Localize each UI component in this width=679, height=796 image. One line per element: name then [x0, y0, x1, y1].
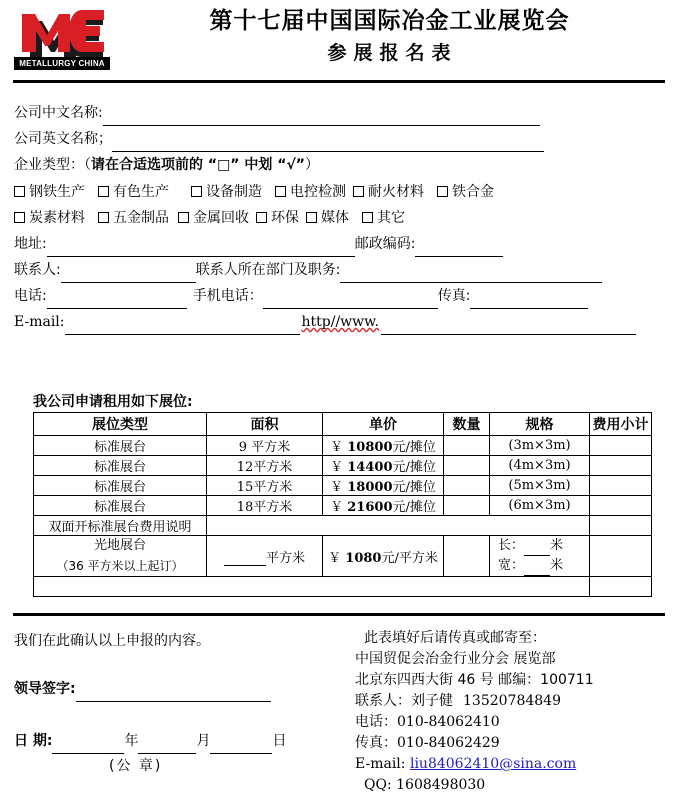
address-input[interactable] — [47, 237, 355, 257]
raw-space-area-input[interactable] — [224, 552, 266, 566]
signature-field — [14, 676, 344, 702]
field-contact — [0, 257, 679, 283]
cell-quantity[interactable] — [444, 496, 490, 516]
date-year-input[interactable] — [52, 734, 124, 754]
cell-quantity[interactable] — [444, 476, 490, 496]
signature-input[interactable] — [76, 682, 271, 702]
organizer-qq — [355, 775, 675, 796]
footer-right — [355, 628, 675, 796]
date-day-unit: 日 — [272, 733, 287, 749]
price-unit: 元/摊位 — [392, 440, 436, 455]
price-unit: 元/摊位 — [392, 480, 436, 495]
price-amount: 1080 — [345, 550, 382, 566]
organizer-contact-mobile: 13520784849 — [463, 693, 561, 709]
header-specification: 规格 — [490, 413, 590, 436]
date-label: 日 期: — [14, 733, 53, 749]
raw-space-row — [34, 536, 652, 577]
price-amount: 18000 — [347, 480, 393, 495]
postcode-input[interactable] — [415, 237, 503, 257]
cell-unit-price — [323, 496, 444, 516]
raw-space-width-row — [498, 556, 589, 576]
price-unit: 元/平方米 — [381, 550, 438, 566]
checkbox-label-carbon-materials: 炭素材料 — [29, 210, 85, 226]
cell-raw-space-type — [34, 536, 207, 577]
double-open-note-row — [34, 516, 652, 536]
footer-divider — [13, 613, 665, 616]
table-footer-blank-row — [34, 577, 652, 597]
page-title: 第十七届中国国际冶金工业展览会 — [209, 7, 570, 34]
price-symbol: ￥ — [330, 480, 344, 495]
organizer-tel-value: 010-84062410 — [397, 714, 500, 730]
cell-booth-type: 标准展台 — [34, 456, 207, 476]
tel-input[interactable] — [47, 289, 187, 309]
checkbox-steel-production[interactable] — [14, 186, 25, 197]
cell-quantity[interactable] — [444, 456, 490, 476]
checkbox-metal-recycling[interactable] — [178, 212, 189, 223]
price-symbol: ￥ — [330, 440, 344, 455]
cell-raw-space-area[interactable] — [207, 536, 323, 577]
footer-left — [14, 628, 344, 775]
price-unit: 元/摊位 — [392, 500, 436, 515]
checkbox-label-nonferrous-production: 有色生产 — [113, 184, 169, 200]
cell-specification: (3m×3m) — [490, 436, 590, 456]
price-amount: 14400 — [347, 460, 393, 475]
price-amount: 10800 — [347, 440, 393, 455]
price-symbol: ￥ — [330, 500, 344, 515]
cell-raw-space-price — [323, 536, 444, 577]
checkbox-nonferrous-production[interactable] — [98, 186, 109, 197]
mobile-label: 手机电话： — [192, 288, 263, 304]
fax-label: 传真: — [437, 288, 471, 304]
website-prefix-label: http//www. — [301, 314, 379, 330]
checkbox-carbon-materials[interactable] — [14, 212, 25, 223]
raw-space-width-input[interactable] — [524, 563, 550, 576]
enterprise-type-close-paren: ） — [305, 157, 319, 173]
company-en-input[interactable] — [112, 132, 544, 152]
company-cn-label: 公司中文名称: — [14, 105, 103, 121]
address-label: 地址: — [14, 236, 47, 252]
checkbox-label-other: 其它 — [377, 210, 405, 226]
organizer-email — [355, 754, 675, 775]
checkbox-row-2 — [0, 205, 679, 231]
logo-wordmark-text: METALLURGY CHINA — [19, 59, 105, 68]
company-en-label: 公司英文名称； — [14, 131, 112, 147]
checkbox-label-refractory-materials: 耐火材料 — [368, 184, 424, 200]
raw-space-length-unit: 米 — [550, 538, 564, 553]
cell-area: 18平方米 — [207, 496, 323, 516]
table-row — [34, 496, 652, 516]
table-row — [34, 456, 652, 476]
confirmation-text: 我们在此确认以上申报的内容。 — [14, 633, 210, 649]
double-open-note-label: 双面开标准展台费用说明 — [34, 516, 207, 536]
field-email-website — [0, 309, 679, 335]
checkbox-label-media: 媒体 — [321, 210, 349, 226]
checkbox-electrical-testing[interactable] — [275, 186, 286, 197]
checkbox-other[interactable] — [362, 212, 373, 223]
field-company-cn — [0, 100, 679, 126]
checkbox-row-1 — [0, 179, 679, 205]
checkbox-label-ferroalloy: 铁合金 — [452, 184, 494, 200]
tel-label: 电话: — [14, 288, 47, 304]
title-block — [112, 4, 667, 68]
header-divider — [13, 80, 665, 83]
checkbox-hardware-products[interactable] — [98, 212, 109, 223]
organizer-qq-label: QQ: — [364, 777, 392, 793]
dept-input[interactable] — [340, 263, 602, 283]
blank-total-cell[interactable] — [34, 577, 590, 597]
official-seal-label: (公 章) — [109, 758, 163, 774]
cell-area: 12平方米 — [207, 456, 323, 476]
organizer-contact-name: 刘子健 — [411, 693, 453, 709]
cell-booth-type: 标准展台 — [34, 476, 207, 496]
contact-input[interactable] — [61, 263, 196, 283]
header-unit-price: 单价 — [323, 413, 444, 436]
organizer-fax-label: 传真： — [355, 735, 397, 751]
email-input[interactable] — [65, 315, 300, 335]
cell-area: 9 平方米 — [207, 436, 323, 456]
checkbox-label-metal-recycling: 金属回收 — [193, 210, 249, 226]
table-row — [34, 436, 652, 456]
booth-table-title: 我公司申请租用如下展位: — [33, 394, 193, 410]
price-unit: 元/摊位 — [392, 460, 436, 475]
logo-mark-icon — [14, 8, 110, 58]
table-row — [34, 476, 652, 496]
cell-specification: (4m×3m) — [490, 456, 590, 476]
logo — [14, 8, 110, 70]
checkbox-label-hardware-products: 五金制品 — [113, 210, 169, 226]
fax-input[interactable] — [470, 289, 588, 309]
header-booth-type: 展位类型 — [34, 413, 207, 436]
header-quantity: 数量 — [444, 413, 490, 436]
email-label: E-mail: — [14, 314, 65, 330]
organizer-tel — [355, 712, 675, 733]
checkbox-environmental[interactable] — [256, 212, 267, 223]
cell-unit-price — [323, 476, 444, 496]
send-to-title: 此表填好后请传真或邮寄至： — [364, 630, 546, 646]
double-open-note-subtotal[interactable] — [590, 516, 652, 536]
checkbox-media[interactable] — [306, 212, 317, 223]
cell-subtotal[interactable] — [590, 456, 652, 476]
header-area: 面积 — [207, 413, 323, 436]
cell-raw-space-spec — [490, 536, 590, 577]
raw-space-type-line2: （36 平方米以上起订） — [56, 559, 184, 573]
cell-raw-space-quantity[interactable] — [444, 536, 490, 577]
organizer-name: 中国贸促会冶金行业分会 展览部 — [355, 651, 556, 667]
cell-unit-price — [323, 436, 444, 456]
cell-quantity[interactable] — [444, 436, 490, 456]
date-month-unit: 月 — [196, 733, 211, 749]
website-input[interactable] — [381, 315, 636, 335]
header-subtotal: 费用小计 — [590, 413, 652, 436]
organizer-contact — [355, 691, 675, 712]
cell-unit-price — [323, 456, 444, 476]
cell-area: 15平方米 — [207, 476, 323, 496]
signature-label: 领导签字: — [14, 681, 76, 697]
organizer-fax — [355, 733, 675, 754]
organizer-fax-value: 010-84062429 — [397, 735, 500, 751]
organizer-qq-value: 1608498030 — [396, 777, 486, 793]
raw-space-length-row — [498, 536, 589, 556]
cell-raw-space-subtotal[interactable] — [590, 536, 652, 577]
raw-space-length-input[interactable] — [524, 543, 550, 556]
raw-space-type-line1: 光地展台 — [93, 538, 146, 553]
organizer-email-label: E-mail: — [355, 756, 406, 772]
cell-subtotal[interactable] — [590, 436, 652, 456]
checkbox-label-electrical-testing: 电控检测 — [290, 184, 346, 200]
field-address — [0, 231, 679, 257]
checkbox-label-equipment-manufacturing: 设备制造 — [206, 184, 262, 200]
raw-space-area-unit: 平方米 — [265, 550, 305, 566]
checkbox-label-environmental: 环保 — [271, 210, 299, 226]
date-field — [14, 728, 344, 754]
price-symbol: ￥ — [328, 550, 342, 566]
field-enterprise-type — [0, 152, 679, 179]
company-cn-input[interactable] — [103, 106, 540, 126]
raw-space-width-unit: 米 — [550, 558, 564, 573]
field-phone — [0, 283, 679, 309]
organizer-address: 北京东四西大街 46 号 邮编：100711 — [355, 672, 594, 688]
mobile-input[interactable] — [263, 289, 438, 309]
checkbox-equipment-manufacturing[interactable] — [191, 186, 202, 197]
date-day-input[interactable] — [210, 734, 272, 754]
raw-space-length-label: 长： — [498, 538, 525, 553]
date-year-unit: 年 — [124, 733, 139, 749]
double-open-note-blank[interactable] — [207, 516, 590, 536]
logo-wordmark-bar — [14, 57, 110, 70]
cell-booth-type: 标准展台 — [34, 496, 207, 516]
booth-table-header-row — [34, 413, 652, 436]
page-subtitle: 参展报名表 — [327, 42, 458, 64]
checkbox-ferroalloy[interactable] — [437, 186, 448, 197]
field-company-en — [0, 126, 679, 152]
contact-label: 联系人: — [14, 262, 61, 278]
cell-subtotal[interactable] — [590, 476, 652, 496]
date-month-input[interactable] — [138, 734, 196, 754]
page-header — [0, 0, 679, 78]
price-amount: 21600 — [347, 500, 393, 515]
price-symbol: ￥ — [330, 460, 344, 475]
raw-space-width-label: 宽： — [498, 558, 525, 573]
enterprise-type-label: 企业类型：（ — [14, 157, 91, 173]
checkbox-refractory-materials[interactable] — [353, 186, 364, 197]
organizer-email-link[interactable]: liu84062410@sina.com — [409, 756, 577, 772]
organizer-contact-label: 联系人： — [355, 693, 411, 709]
cell-specification: (5m×3m) — [490, 476, 590, 496]
postcode-label: 邮政编码: — [354, 236, 416, 252]
enterprise-type-instruction: 请在合适选项前的 “□” 中划 “√” — [91, 157, 305, 173]
cell-subtotal[interactable] — [590, 496, 652, 516]
form-fields — [0, 100, 679, 335]
cell-booth-type: 标准展台 — [34, 436, 207, 456]
cell-specification: (6m×3m) — [490, 496, 590, 516]
dept-label: 联系人所在部门及职务: — [195, 262, 341, 278]
organizer-tel-label: 电话： — [355, 714, 397, 730]
booth-table — [33, 412, 652, 597]
blank-total-subtotal[interactable] — [590, 577, 652, 597]
checkbox-label-steel-production: 钢铁生产 — [29, 184, 85, 200]
